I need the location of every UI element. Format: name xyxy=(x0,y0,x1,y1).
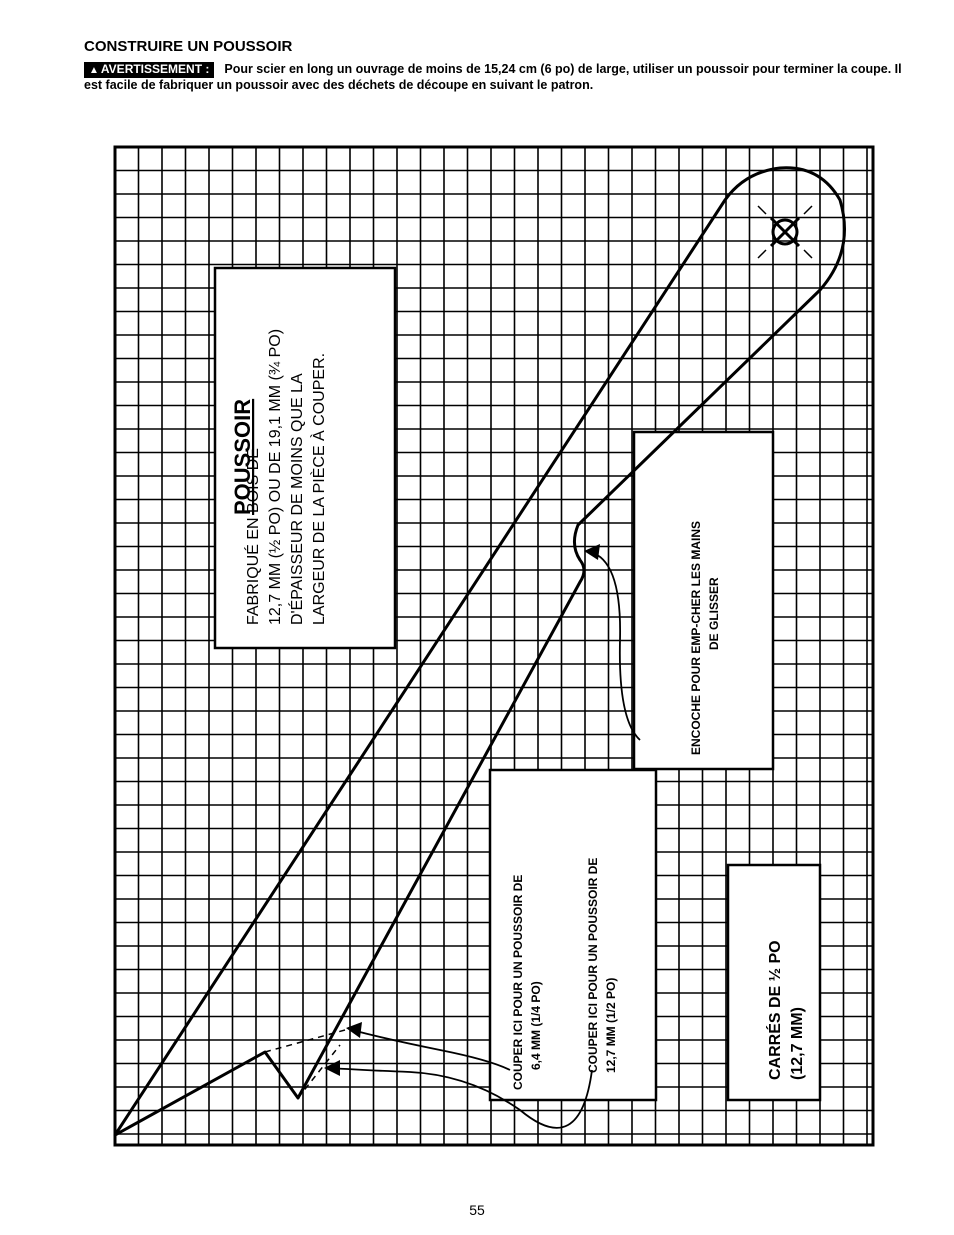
squares-line-1: CARRÉS DE ½ PO xyxy=(767,940,784,1080)
warning-text: Pour scier en long un ouvrage de moins de 15,24 cm (6 po) de large, utiliser un poussoir pour terminer la coupe. Il est facile de fabriquer un poussoir avec des déchets de découpe en suivant le patron. xyxy=(84,62,902,92)
poussoir-line-1-text: FABRIQUÉ EN BOIS DE xyxy=(245,448,262,625)
pivot-crosshair-icon xyxy=(758,206,812,258)
poussoir-line-3: D'ÉPAISSEUR DE MOINS QUE LA xyxy=(289,373,306,625)
notch-line-2: DE GLISSER xyxy=(707,577,721,650)
cut-6mm-line-2: 6,4 MM (1/4 PO) xyxy=(529,981,543,1070)
cut-12mm-line-1: COUPER ICI POUR UN POUSSOIR DE xyxy=(586,857,600,1073)
warning-badge-label: AVERTISSEMENT : xyxy=(100,62,210,76)
cut-12mm-line-2: 12,7 MM (1/2 PO) xyxy=(604,977,618,1073)
cut-line-6mm xyxy=(265,1030,345,1052)
poussoir-title: POUSSOIR xyxy=(230,398,255,515)
page-heading: CONSTRUIRE UN POUSSOIR xyxy=(84,38,293,55)
page-number: 55 xyxy=(469,1202,485,1218)
notch-line-1: ENCOCHE POUR EMP-CHER LES MAINS xyxy=(689,520,703,755)
notch-info-box xyxy=(634,432,773,769)
warning-triangle-icon: ▲ xyxy=(89,65,99,76)
squares-line-2: (12,7 MM) xyxy=(789,1007,806,1080)
poussoir-line-2: 12,7 MM (½ PO) OU DE 19,1 MM (¾ PO) xyxy=(267,328,284,625)
cut-6mm-line-1: COUPER ICI POUR UN POUSSOIR DE xyxy=(511,874,525,1090)
poussoir-line-1 xyxy=(243,448,262,625)
poussoir-line-4: LARGEUR DE LA PIÈCE À COUPER. xyxy=(311,352,328,625)
